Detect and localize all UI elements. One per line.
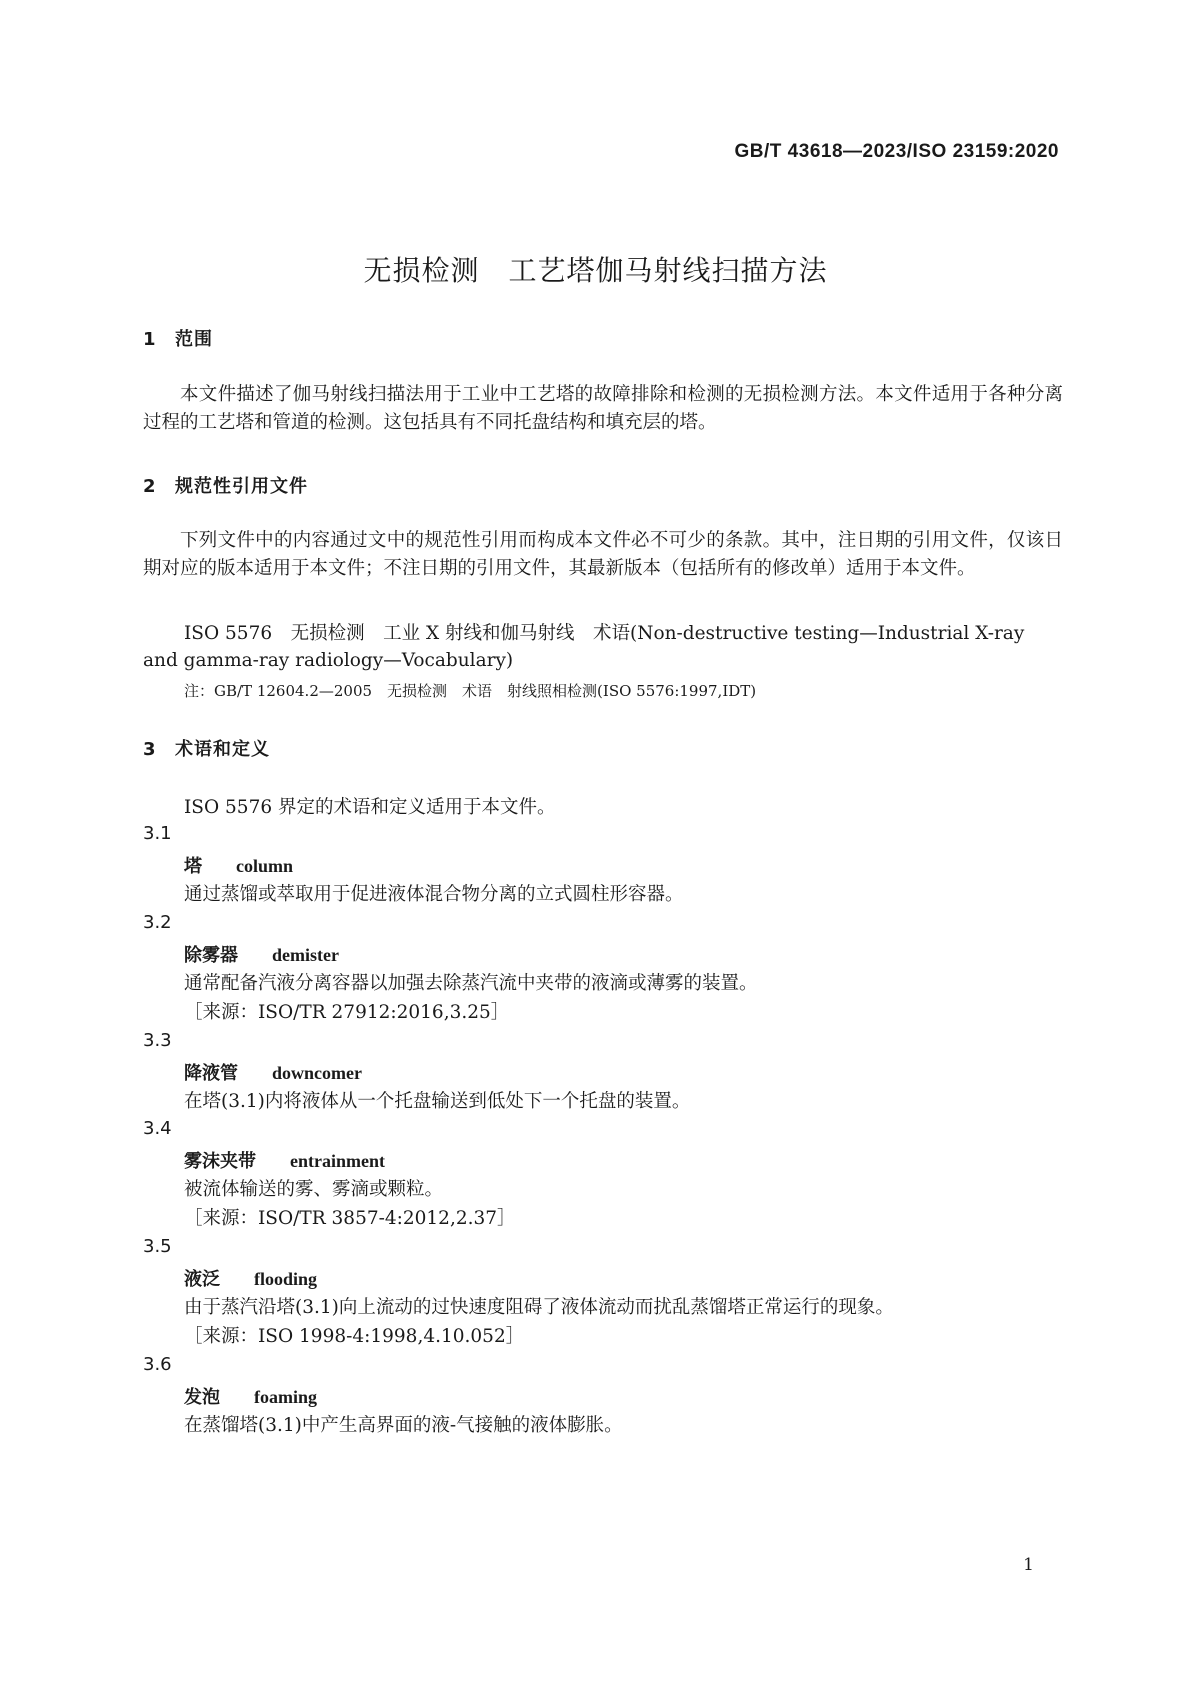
term-heading (184, 1265, 317, 1291)
term-heading (184, 941, 339, 967)
reference-note: 注：GB/T 12604.2—2005 无损检测 术语 射线照相检测(ISO 5576:1997,IDT) (184, 682, 757, 700)
term-zh: 塔 (184, 856, 202, 877)
term-en: foaming (254, 1387, 317, 1407)
term-source: ［来源：ISO/TR 3857-4:2012,2.37］ (184, 1208, 516, 1229)
reference-iso5576-line2: and gamma-ray radiology—Vocabulary) (143, 650, 514, 671)
term-definition: 在塔(3.1)内将液体从一个托盘输送到低处下一个托盘的装置。 (184, 1091, 691, 1112)
term-heading (184, 1147, 385, 1173)
term-en: downcomer (272, 1063, 362, 1083)
reference-iso5576-line1: ISO 5576 无损检测 工业 X 射线和伽马射线 术语(Non-destructive testing—Industrial X-ray (184, 623, 1025, 644)
page-number: 1 (1023, 1555, 1034, 1575)
term-number: 3.4 (143, 1118, 172, 1139)
term-zh: 除雾器 (184, 945, 238, 966)
term-heading (184, 852, 293, 878)
section-number: 1 (143, 329, 157, 350)
section-1-paragraph: 本文件描述了伽马射线扫描法用于工业中工艺塔的故障排除和检测的无损检测方法。本文件适用于各种分离过程的工艺塔和管道的检测。这包括具有不同托盘结构和填充层的塔。 (143, 384, 1063, 433)
section-number: 2 (143, 476, 157, 497)
term-zh: 液泛 (184, 1269, 220, 1290)
term-number: 3.6 (143, 1354, 172, 1375)
section-3-intro: ISO 5576 界定的术语和定义适用于本文件。 (184, 797, 556, 818)
section-title: 规范性引用文件 (175, 476, 308, 497)
term-en: entrainment (290, 1151, 385, 1171)
document-title: 无损检测 工艺塔伽马射线扫描方法 (363, 254, 828, 287)
term-en: flooding (254, 1269, 318, 1289)
section-number: 3 (143, 739, 157, 760)
term-definition: 被流体输送的雾、雾滴或颗粒。 (184, 1179, 444, 1200)
section-title: 范围 (175, 329, 213, 350)
section-1-heading (143, 325, 213, 351)
term-source: ［来源：ISO/TR 27912:2016,3.25］ (184, 1002, 510, 1023)
term-definition: 在蒸馏塔(3.1)中产生高界面的液-气接触的液体膨胀。 (184, 1415, 623, 1436)
term-number: 3.3 (143, 1030, 172, 1051)
term-heading (184, 1059, 362, 1085)
term-number: 3.1 (143, 823, 172, 844)
term-source: ［来源：ISO 1998-4:1998,4.10.052］ (184, 1326, 525, 1347)
term-en: demister (272, 945, 339, 965)
term-zh: 降液管 (184, 1063, 238, 1084)
standard-code: GB/T 43618—2023/ISO 23159:2020 (734, 141, 1059, 162)
term-number: 3.5 (143, 1236, 172, 1257)
term-zh: 发泡 (184, 1387, 220, 1408)
section-3-heading (143, 735, 270, 761)
term-zh: 雾沫夹带 (184, 1151, 256, 1172)
term-definition: 通过蒸馏或萃取用于促进液体混合物分离的立式圆柱形容器。 (184, 884, 684, 905)
term-number: 3.2 (143, 912, 172, 933)
term-definition: 由于蒸汽沿塔(3.1)向上流动的过快速度阻碍了液体流动而扰乱蒸馏塔正常运行的现象。 (184, 1297, 894, 1318)
term-heading (184, 1383, 317, 1409)
section-2-paragraph: 下列文件中的内容通过文中的规范性引用而构成本文件必不可少的条款。其中，注日期的引用文件，仅该日期对应的版本适用于本文件；不注日期的引用文件，其最新版本（包括所有的修改单）适用于本文件。 (143, 530, 1063, 579)
term-en: column (236, 856, 294, 876)
section-title: 术语和定义 (175, 739, 270, 760)
section-2-heading (143, 472, 308, 498)
term-definition: 通常配备汽液分离容器以加强去除蒸汽流中夹带的液滴或薄雾的装置。 (184, 973, 758, 994)
